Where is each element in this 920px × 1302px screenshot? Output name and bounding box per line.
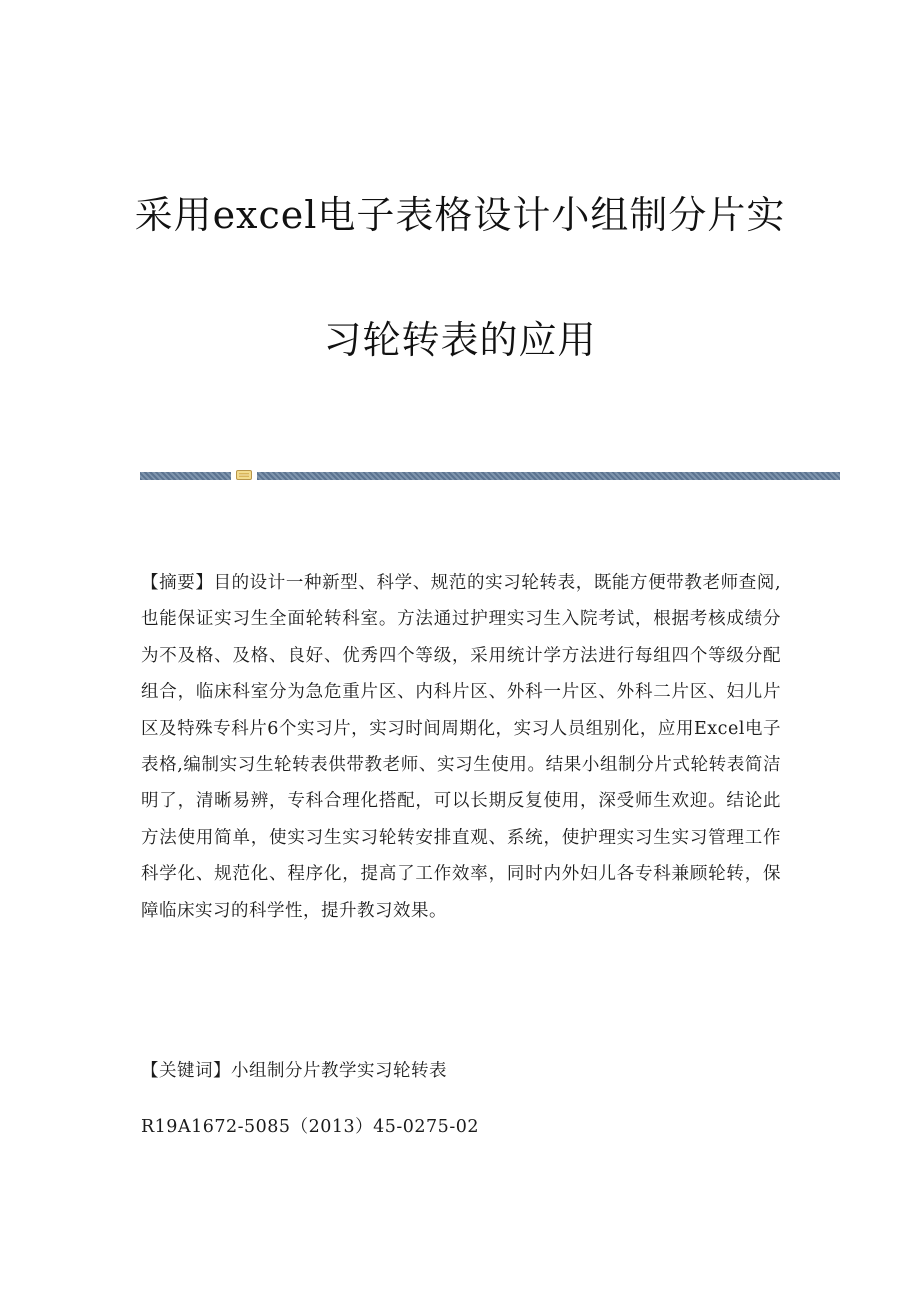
abstract-paragraph (141, 565, 781, 929)
abstract-label: 【摘要】 (141, 573, 214, 593)
divider-bar-left (140, 472, 231, 480)
keywords-paragraph (141, 1053, 781, 1089)
keywords-label: 【关键词】 (141, 1061, 231, 1081)
divider-bar-right (257, 472, 840, 480)
divider-ornament-icon (236, 469, 252, 481)
classification-codes: R19A1672-5085（2013）45-0275-02 (141, 1117, 480, 1137)
document-title-line-1: 采用excel电子表格设计小组制分片实 (134, 193, 786, 237)
title-divider (140, 469, 840, 481)
abstract-text: 目的设计一种新型、科学、规范的实习轮转表，既能方便带教老师查阅,也能保证实习生全面轮转科室。方法通过护理实习生入院考试，根据考核成绩分为不及格、及格、良好、优秀四个等级，采用统计学方法进行每组四个等级分配组合，临床科室分为急危重片区、内科片区、外科一片区、外科二片区、妇儿片区及特殊专科片6个实习片，实习时间周期化，实习人员组别化，应用Excel电子表格,编制实习生轮转表供带教老师、实习生使用。结果小组制分片式轮转表简洁明了，清晰易辨，专科合理化搭配，可以长期反复使用，深受师生欢迎。结论此方法使用简单，使实习生实习轮转安排直观、系统，使护理实习生实习管理工作科学化、规范化、程序化，提高了工作效率，同时内外妇儿各专科兼顾轮转，保障临床实习的科学性，提升教习效果。 (141, 573, 782, 921)
document-title-line-2: 习轮转表的应用 (323, 318, 597, 362)
keywords-text: 小组制分片教学实习轮转表 (231, 1061, 447, 1081)
